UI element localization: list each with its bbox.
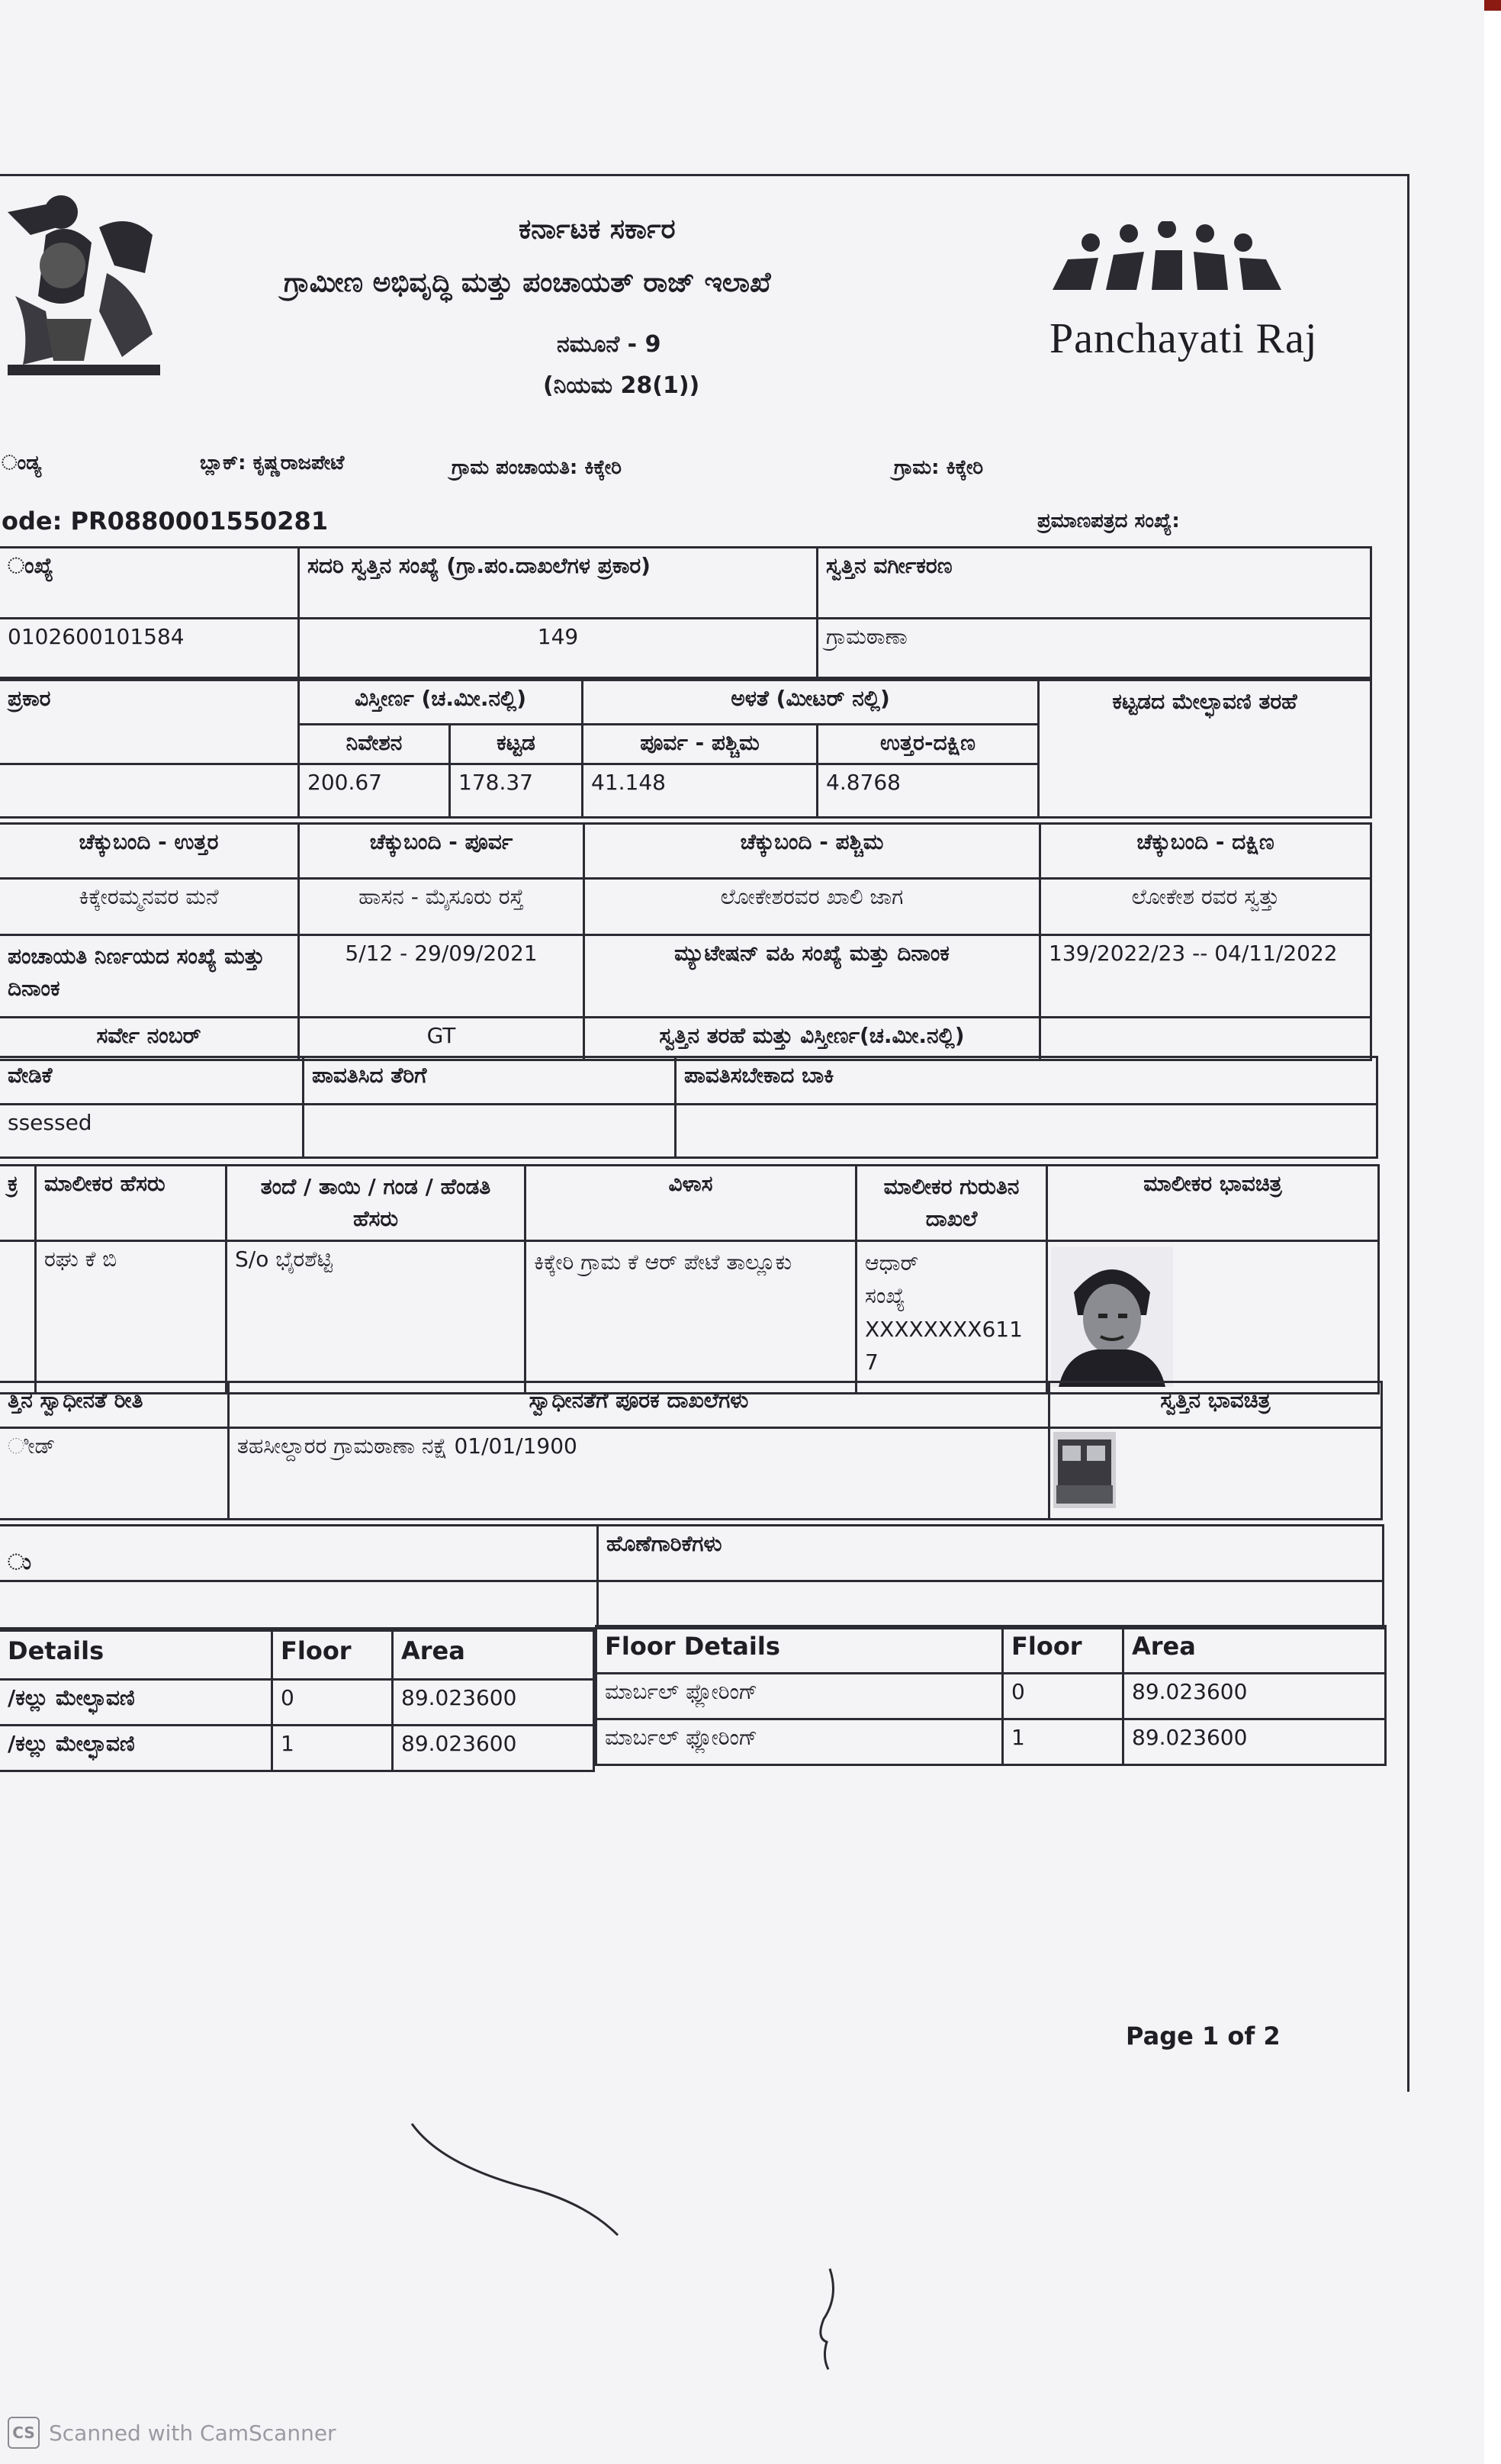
measure-label: ಅಳತೆ (ಮೀಟರ್ ನಲ್ಲಿ) (583, 680, 1039, 725)
form-number: ನಮೂನೆ - 9 (557, 331, 661, 358)
owner-serial (0, 1241, 36, 1394)
property-photo-icon (1053, 1432, 1116, 1508)
floor-number: 0 (272, 1680, 393, 1726)
demand-label: ವೇಡಿಕೆ (0, 1057, 304, 1105)
table-row (596, 1719, 1386, 1765)
property-code: ode: PR0880001550281 (2, 507, 329, 536)
floor-details-right-table (595, 1625, 1387, 1766)
panchayati-raj-text: Panchayati Raj (1049, 315, 1318, 362)
owner-name: ರಘು ಕೆ ಬಿ (36, 1241, 227, 1394)
floor-details-header: Floor Details (596, 1626, 1003, 1674)
floor-area: 89.023600 (1123, 1719, 1386, 1765)
floor-detail: /ಕಲ್ಲು ಮೇಲ್ಛಾವಣಿ (0, 1680, 272, 1726)
id-number: XXXXXXXX611 (865, 1316, 1023, 1342)
building-label: ಕಟ್ಟಡ (450, 725, 583, 764)
pen-mark-icon (397, 2121, 641, 2243)
pen-mark-icon (808, 2266, 854, 2372)
mutation-label: ಮ್ಯುಟೇಷನ್ ವಹಿ ಸಂಖ್ಯೆ ಮತ್ತು ದಿನಾಂಕ (584, 935, 1040, 1018)
id-sub-label: ಸಂಖ್ಯೆ (865, 1283, 905, 1309)
scanner-text: Scanned with CamScanner (49, 2420, 336, 2446)
acquisition-table (0, 1381, 1383, 1520)
north-boundary: ಕಿಕ್ಕೇರಮ್ಮನವರ ಮನೆ (0, 879, 299, 935)
owner-photo-icon (1051, 1246, 1173, 1387)
table-row (596, 1674, 1386, 1719)
floor-detail: /ಕಲ್ಲು ಮೇಲ್ಛಾವಣಿ (0, 1726, 272, 1771)
west-boundary: ಲೋಕೇಶರವರ ಖಾಲಿ ಜಾಗ (584, 879, 1040, 935)
panchayati-raj-logo-icon (1045, 221, 1304, 313)
table-row (0, 1726, 594, 1771)
floor-details-left-table (0, 1629, 595, 1772)
north-boundary-label: ಚೆಕ್ಕುಬಂದಿ - ಉತ್ತರ (0, 824, 299, 879)
owner-name-header: ಮಾಲೀಕರ ಹೆಸರು (36, 1166, 227, 1241)
floor-area: 89.023600 (393, 1680, 594, 1726)
floor-area: 89.023600 (393, 1726, 594, 1771)
roof-type-label: ಕಟ್ಟಡದ ಮೇಲ್ಛಾವಣಿ ತರಹೆ (1039, 680, 1371, 818)
east-boundary-label: ಚೆಕ್ಕುಬಂದಿ - ಪೂರ್ವ (299, 824, 584, 879)
floor-details-header: Details (0, 1631, 272, 1680)
floor-number: 1 (1003, 1719, 1123, 1765)
floor-area: 89.023600 (1123, 1674, 1386, 1719)
village-label: ಗ್ರಾಮ: ಕಿಕ್ಕೇರಿ (894, 456, 984, 479)
property-number-label: ಂಖ್ಯೆ (0, 548, 299, 619)
id-number-continued: 7 (865, 1349, 879, 1375)
owner-relation: S/o ಭೈರಶೆಟ್ಟಿ (227, 1241, 526, 1394)
corner-mark (1484, 0, 1501, 11)
classification: ಗ್ರಾಮಠಾಣಾ (818, 619, 1371, 678)
gram-panchayat-label: ಗ್ರಾಮ ಪಂಚಾಯತಿ: ಕಿಕ್ಕೇರಿ (452, 456, 622, 479)
type-label: ಪ್ರಕಾರ (0, 680, 299, 764)
resolution-value: 5/12 - 29/09/2021 (299, 935, 584, 1018)
floor-detail: ಮಾರ್ಬಲ್ ಫ್ಲೋರಿಂಗ್ (596, 1674, 1003, 1719)
site-area: 200.67 (299, 764, 450, 818)
type-value (0, 764, 299, 818)
liabilities-table (0, 1524, 1384, 1629)
type-area-label: ಸ್ವತ್ತಿನ ತರಹೆ ಮತ್ತು ವಿಸ್ತೀರ್ಣ(ಚ.ಮೀ.ನಲ್ಲಿ) (584, 1018, 1040, 1060)
mutation-value: 139/2022/23 -- 04/11/2022 (1040, 935, 1371, 1018)
liabilities-label: ಹೊಣೆಗಾರಿಕೆಗಳು (598, 1526, 1384, 1581)
page-number: Page 1 of 2 (1126, 2022, 1281, 2051)
table-row (0, 1680, 594, 1726)
owner-serial-header: ಕ್ರ (0, 1166, 36, 1241)
government-title: ಕರ್ನಾಟಕ ಸರ್ಕಾರ (519, 214, 676, 245)
east-west-label: ಪೂರ್ವ - ಪಶ್ಚಿಮ (583, 725, 818, 764)
tax-table (0, 1056, 1378, 1159)
acquisition-method: ೀಡ್ (0, 1428, 229, 1520)
certificate-number-label: ಪ್ರಮಾಣಪತ್ರದ ಸಂಖ್ಯೆ: (1037, 510, 1180, 532)
supporting-docs-label: ಸ್ವಾಧೀನತೆಗೆ ಪೂರಕ ದಾಖಲೆಗಳು (229, 1382, 1049, 1428)
liabilities-left-value (0, 1581, 598, 1629)
floor-header: Floor (1003, 1626, 1123, 1674)
boundaries-table (0, 822, 1372, 1061)
area-header: Area (1123, 1626, 1386, 1674)
south-boundary: ಲೋಕೇಶ ರವರ ಸ್ವತ್ತು (1040, 879, 1371, 935)
serial-label: ಸದರಿ ಸ್ವತ್ತಿನ ಸಂಖ್ಯೆ (ಗ್ರಾ.ಪಂ.ದಾಖಲೆಗಳ ಪ್ರಕಾರ) (299, 548, 818, 619)
due-amount-value (676, 1105, 1377, 1158)
id-type: ಆಧಾರ್ (865, 1250, 919, 1275)
south-boundary-label: ಚೆಕ್ಕುಬಂದಿ - ದಕ್ಷಿಣ (1040, 824, 1371, 879)
district-label: ಂಡ್ಯ (2, 452, 42, 474)
owner-photo-cell (1047, 1241, 1379, 1394)
camscanner-logo-icon: CS (8, 2417, 40, 2449)
owner-photo-header: ಮಾಲೀಕರ ಭಾವಚಿತ್ರ (1047, 1166, 1379, 1241)
owner-table (0, 1164, 1380, 1394)
scanner-watermark (8, 2417, 336, 2449)
karnataka-emblem-icon (0, 182, 172, 395)
address-header: ವಿಳಾಸ (526, 1166, 857, 1241)
resolution-label: ಪಂಚಾಯತಿ ನಿರ್ಣಯದ ಸಂಖ್ಯೆ ಮತ್ತು ದಿನಾಂಕ (0, 935, 299, 1018)
block-label: ಬ್ಲಾಕ್: ಕೃಷ್ಣರಾಜಪೇಟೆ (200, 452, 345, 474)
relation-header: ತಂದೆ / ತಾಯಿ / ಗಂಡ / ಹೆಂಡತಿ ಹೆಸರು (227, 1166, 526, 1241)
survey-label: ಸರ್ವೇ ನಂಬರ್ (0, 1018, 299, 1060)
form-rule: (ನಿಯಮ 28(1)) (543, 372, 700, 399)
building-area: 178.37 (450, 764, 583, 818)
type-area-value (1040, 1018, 1371, 1060)
survey-number: GT (299, 1018, 584, 1060)
liabilities-value (598, 1581, 1384, 1629)
floor-header: Floor (272, 1631, 393, 1680)
floor-number: 0 (1003, 1674, 1123, 1719)
floor-number: 1 (272, 1726, 393, 1771)
assessment-status: ssessed (0, 1105, 304, 1158)
serial-number: 149 (299, 619, 818, 678)
property-id-table (0, 546, 1372, 679)
id-document-header: ಮಾಲೀಕರ ಗುರುತಿನ ದಾಖಲೆ (857, 1166, 1047, 1241)
area-header: Area (393, 1631, 594, 1680)
property-photo-cell (1049, 1428, 1382, 1520)
due-amount-label: ಪಾವತಿಸಬೇಕಾದ ಬಾಕಿ (676, 1057, 1377, 1105)
extent-label: ವಿಸ್ತೀರ್ಣ (ಚ.ಮೀ.ನಲ್ಲಿ) (299, 680, 583, 725)
acquisition-method-label: ತ್ತಿನ ಸ್ವಾಧೀನತೆ ರೀತಿ (0, 1382, 229, 1428)
department-title: ಗ್ರಾಮೀಣ ಅಭಿವೃದ್ಧಿ ಮತ್ತು ಪಂಚಾಯತ್ ರಾಜ್ ಇಲಾಖೆ (284, 267, 771, 298)
page-edge (1484, 0, 1501, 2464)
north-south-label: ಉತ್ತರ-ದಕ್ಷಿಣ (818, 725, 1039, 764)
paid-tax-value (304, 1105, 676, 1158)
supporting-document: ತಹಸೀಲ್ದಾರರ ಗ್ರಾಮಠಾಣಾ ನಕ್ಷೆ 01/01/1900 (229, 1428, 1049, 1520)
east-boundary: ಹಾಸನ - ಮೈಸೂರು ರಸ್ತೆ (299, 879, 584, 935)
site-label: ನಿವೇಶನ (299, 725, 450, 764)
property-photo-label: ಸ್ವತ್ತಿನ ಭಾವಚಿತ್ರ (1049, 1382, 1382, 1428)
west-boundary-label: ಚೆಕ್ಕುಬಂದಿ - ಪಶ್ಚಿಮ (584, 824, 1040, 879)
liabilities-left-label: ು (0, 1526, 598, 1581)
paid-tax-label: ಪಾವತಿಸಿದ ತೆರಿಗೆ (304, 1057, 676, 1105)
owner-id-document (857, 1241, 1047, 1394)
owner-address: ಕಿಕ್ಕೇರಿ ಗ್ರಾಮ ಕೆ ಆರ್ ಪೇಟೆ ತಾಲ್ಲೂಕು (526, 1241, 857, 1394)
property-number: 0102600101584 (0, 619, 299, 678)
east-west-length: 41.148 (583, 764, 818, 818)
dimensions-table (0, 679, 1372, 819)
floor-detail: ಮಾರ್ಬಲ್ ಫ್ಲೋರಿಂಗ್ (596, 1719, 1003, 1765)
north-south-length: 4.8768 (818, 764, 1039, 818)
classification-label: ಸ್ವತ್ತಿನ ವರ್ಗೀಕರಣ (818, 548, 1371, 619)
